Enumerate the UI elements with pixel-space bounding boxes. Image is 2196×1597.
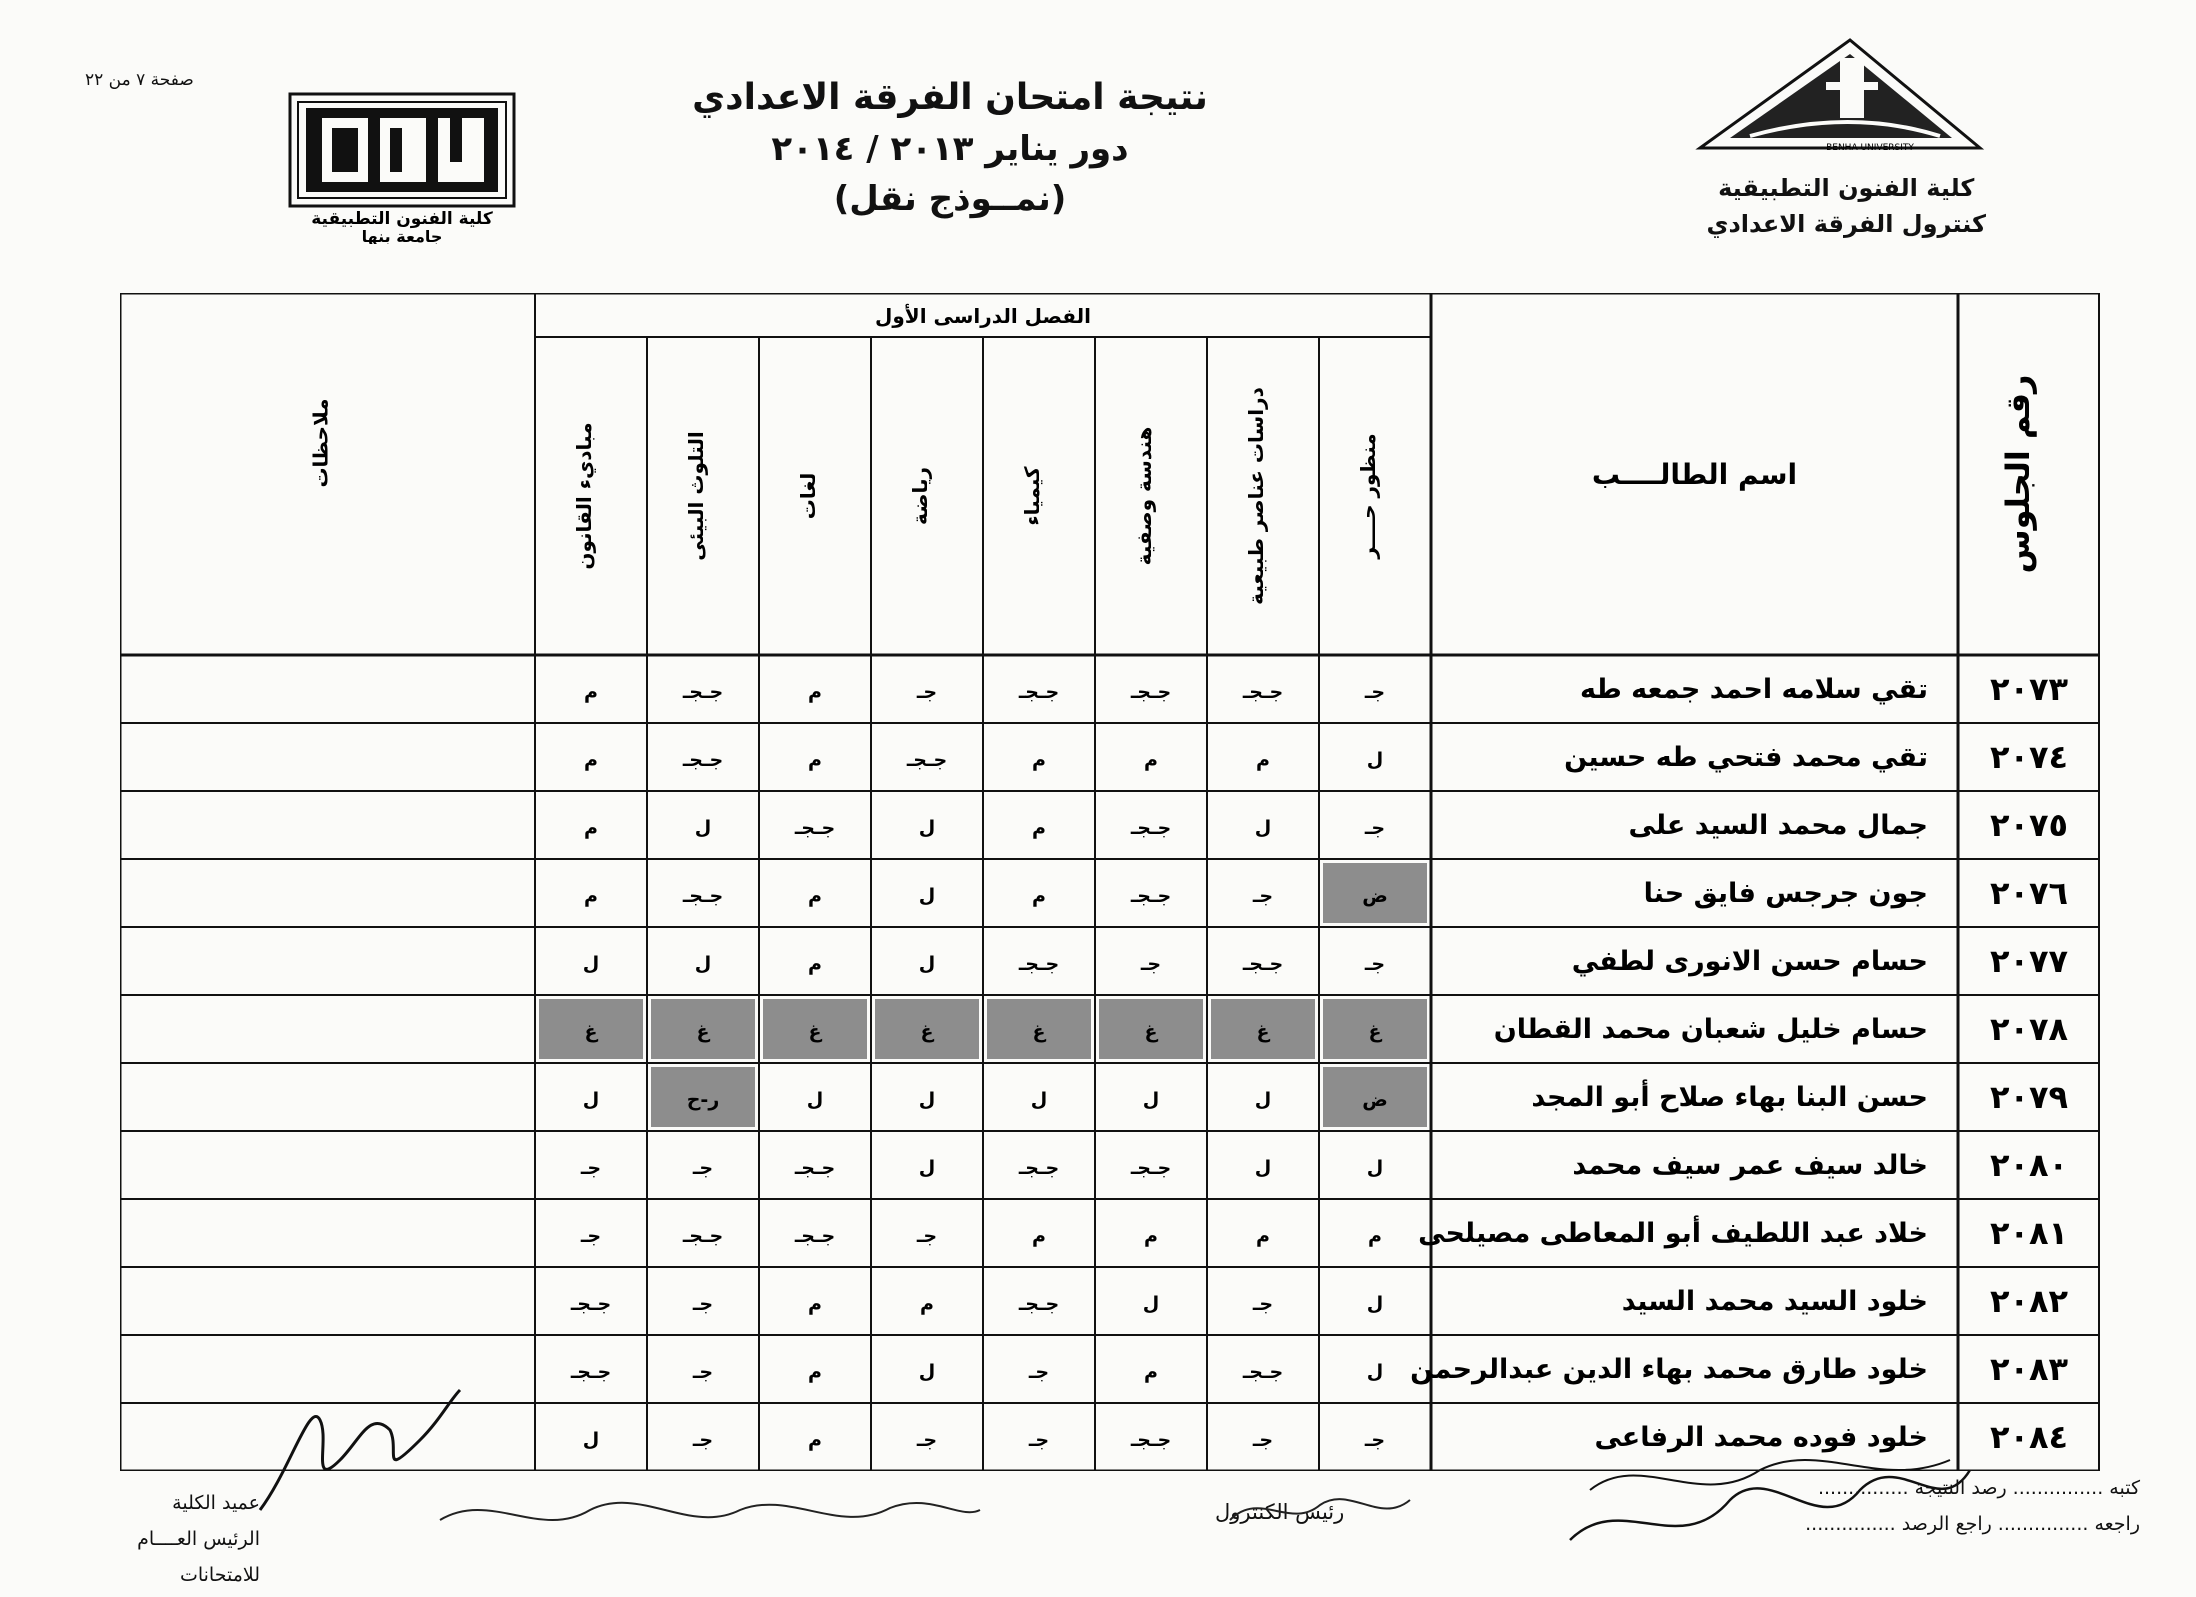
grade-cell: جـ [916,1429,938,1451]
semester-header: الفصل الدراسى الأول [875,304,1091,328]
seat-number: ٢٠٧٤ [1989,738,2069,776]
grade-cell: م [808,1361,822,1383]
grade-cell: ل [1366,1293,1384,1315]
title-line-3: (نمــوذج نقل) [833,179,1067,219]
grade-cell: م [808,749,822,771]
grade-cell: ل [1366,1361,1384,1383]
grade-cell: جـجـ [1130,681,1172,703]
control-signature [1220,1480,1420,1540]
grade-cell: م [808,1429,822,1451]
grade-cell: غ [1032,1021,1046,1043]
document-title [680,72,1220,224]
grade-cell: م [1256,1225,1270,1247]
grade-cell: م [1144,1361,1158,1383]
student-name: تقي سلامه احمد جمعه طه [1579,674,1928,705]
grade-cell: جـ [1364,1429,1386,1451]
grade-cell: جـجـ [1130,1157,1172,1179]
dean-label: عميد الكلية [172,1492,260,1514]
grade-cell: جـجـ [682,1225,724,1247]
grade-cell: جـجـ [1018,1157,1060,1179]
grade-cell: جـجـ [682,681,724,703]
subject-header: كيمياء [1020,466,1044,526]
grade-cell: جـجـ [906,749,948,771]
grade-cell: م [1144,749,1158,771]
grade-cell: جـجـ [1242,1361,1284,1383]
grade-cell: جـ [1140,953,1162,975]
general-head-label: الرئيس العــــام للامتحانات [137,1528,260,1586]
subject-header: التلوث البيئى [684,431,708,561]
grade-cell: م [584,885,598,907]
grade-cell: جـ [692,1429,714,1451]
grade-cell: غ [584,1021,598,1043]
seat-header: رقم الجلوس [1999,374,2037,574]
grade-cell: جـجـ [794,817,836,839]
grade-cell: ض [1362,1089,1388,1111]
grade-cell: م [584,681,598,703]
grade-cell: جـجـ [1018,681,1060,703]
grade-cell: جـ [580,1225,602,1247]
subject-header: رياضة [908,467,932,525]
grade-cell: جـ [1252,885,1274,907]
grade-cell: جـ [692,1293,714,1315]
student-name: خلاد عبد اللطيف أبو المعاطى مصيلحى [1418,1218,1928,1249]
grade-cell: غ [1256,1021,1270,1043]
grade-cell: جـ [916,1225,938,1247]
seat-number: ٢٠٧٥ [1989,806,2069,844]
grade-cell: م [808,885,822,907]
written-by-label: كتبه ............... رصد النتيجة ............... [1817,1477,2140,1499]
seat-number: ٢٠٧٩ [1989,1078,2069,1116]
vice-dean-signature [430,1480,990,1550]
grade-cell: م [1256,749,1270,771]
grade-cell: جـ [580,1157,602,1179]
grade-cell: ل [694,817,712,839]
grade-cell: جـ [1028,1429,1050,1451]
seat-number: ٢٠٨٤ [1989,1418,2069,1456]
subject-header: هندسة وصفية [1132,426,1156,566]
student-name: جمال محمد السيد على [1628,810,1928,841]
grade-cell: غ [920,1021,934,1043]
grade-cell: جـجـ [682,749,724,771]
grade-cell: جـجـ [1130,817,1172,839]
grade-cell: ل [1030,1089,1048,1111]
grade-cell: م [920,1293,934,1315]
grade-cell: جـ [1364,817,1386,839]
grade-cell: ل [918,817,936,839]
grade-cell: ل [918,1089,936,1111]
grade-cell: م [1032,817,1046,839]
seat-number: ٢٠٨٠ [1989,1146,2069,1184]
university-logo-caption: BENHA UNIVERSITY [1826,143,1914,153]
student-name: حسام خليل شعبان محمد القطان [1493,1014,1928,1045]
grade-cell: ل [918,1157,936,1179]
grade-cell: م [1032,885,1046,907]
grade-cell: جـ [1364,953,1386,975]
title-line-2: دور يناير ٢٠١٣ / ٢٠١٤ [771,129,1129,169]
grade-cell: جـجـ [1130,885,1172,907]
grade-cell: م [808,681,822,703]
grade-cell: م [1368,1225,1382,1247]
grade-cell: غ [696,1021,710,1043]
student-name: حسام حسن الانورى لطفي [1571,946,1928,977]
subject-header: لغات [796,472,820,520]
name-header: اسم الطالــــب [1591,458,1798,491]
grade-cell: جـ [692,1361,714,1383]
grade-cell: ل [1254,817,1272,839]
grade-cell: جـ [1252,1293,1274,1315]
grade-cell: جـ [1364,681,1386,703]
grade-cell: جـجـ [1242,681,1284,703]
college-block [1706,170,1986,242]
grade-cell: جـجـ [794,1225,836,1247]
seat-number: ٢٠٨٢ [1989,1282,2069,1320]
seat-number: ٢٠٨٣ [1989,1350,2069,1388]
seat-number: ٢٠٧٨ [1989,1010,2069,1048]
grade-cell: ل [694,953,712,975]
grade-cell: ل [582,1089,600,1111]
reviewed-by-label: راجعه ............... راجع الرصد ............... [1805,1513,2140,1535]
faculty-logo-line1: كلية الفنون التطبيقية [311,209,493,229]
grade-cell: ل [918,1361,936,1383]
grade-cell: غ [808,1021,822,1043]
student-name: خلود السيد محمد السيد [1621,1286,1928,1317]
grade-cell: ل [1366,1157,1384,1179]
grade-cell: ض [1362,885,1388,907]
student-name: تقي محمد فتحي طه حسين [1564,742,1928,773]
grade-cell: جـ [916,681,938,703]
grade-cell: جـ [692,1157,714,1179]
university-logo [1690,38,1990,154]
faculty-logo [288,92,516,244]
grade-cell: جـجـ [794,1157,836,1179]
notes-header: ملاحظات [308,398,333,488]
grade-cell: جـجـ [1018,953,1060,975]
grade-cell: م [584,749,598,771]
grade-cell: م [808,953,822,975]
grade-cell: جـجـ [570,1293,612,1315]
grade-cell: جـجـ [1242,953,1284,975]
footer-left [100,1485,260,1593]
grade-cell: ل [1254,1089,1272,1111]
subject-header: منظور حــــر [1356,433,1380,559]
grade-cell: م [1144,1225,1158,1247]
grade-cell: جـ [1028,1361,1050,1383]
grade-cell: ل [582,953,600,975]
grade-cell: ل [1142,1293,1160,1315]
grade-cell: ل [582,1429,600,1451]
grade-cell: ل [918,885,936,907]
grade-cell: غ [1368,1021,1382,1043]
review-signatures [1560,1430,1980,1570]
subject-header: مباديء القانون [572,422,596,570]
grade-cell: ل [1142,1089,1160,1111]
results-table [120,293,2100,1471]
control-name: كنترول الفرقة الاعدادي [1706,210,1986,238]
grade-cell: جـجـ [570,1361,612,1383]
seat-number: ٢٠٧٦ [1989,874,2069,912]
grade-cell: جـجـ [1130,1429,1172,1451]
faculty-logo-line2: جامعة بنها [361,227,443,244]
control-head-label: رئيس الكنترول [1215,1500,1345,1524]
grade-cell: ر-ح [686,1089,720,1111]
student-name: خلود فوده محمد الرفاعى [1594,1422,1928,1453]
student-name: خالد سيف عمر سيف محمد [1572,1150,1928,1181]
grade-cell: جـجـ [682,885,724,907]
grade-cell: ل [806,1089,824,1111]
grade-cell: ل [1366,749,1384,771]
grade-cell: جـ [1252,1429,1274,1451]
seat-number: ٢٠٨١ [1989,1214,2069,1252]
grade-cell: ل [918,953,936,975]
student-name: جون جرجس فايق حنا [1643,878,1928,909]
grade-cell: ل [1254,1157,1272,1179]
grade-cell: م [808,1293,822,1315]
title-line-1: نتيجة امتحان الفرقة الاعدادي [692,77,1208,118]
grade-cell: غ [1144,1021,1158,1043]
grade-cell: جـجـ [1018,1293,1060,1315]
grade-cell: م [584,817,598,839]
seat-number: ٢٠٧٧ [1989,942,2069,980]
college-name: كلية الفنون التطبيقية [1718,174,1975,202]
student-name: خلود طارق محمد بهاء الدين عبدالرحمن [1410,1354,1928,1385]
grade-cell: م [1032,1225,1046,1247]
page-number: صفحة ٧ من ٢٢ [85,70,194,90]
student-name: حسن البنا بهاء صلاح أبو المجد [1531,1082,1928,1113]
seat-number: ٢٠٧٣ [1989,670,2069,708]
subject-header: دراسات عناصر طبيعية [1244,387,1268,605]
grade-cell: م [1032,749,1046,771]
